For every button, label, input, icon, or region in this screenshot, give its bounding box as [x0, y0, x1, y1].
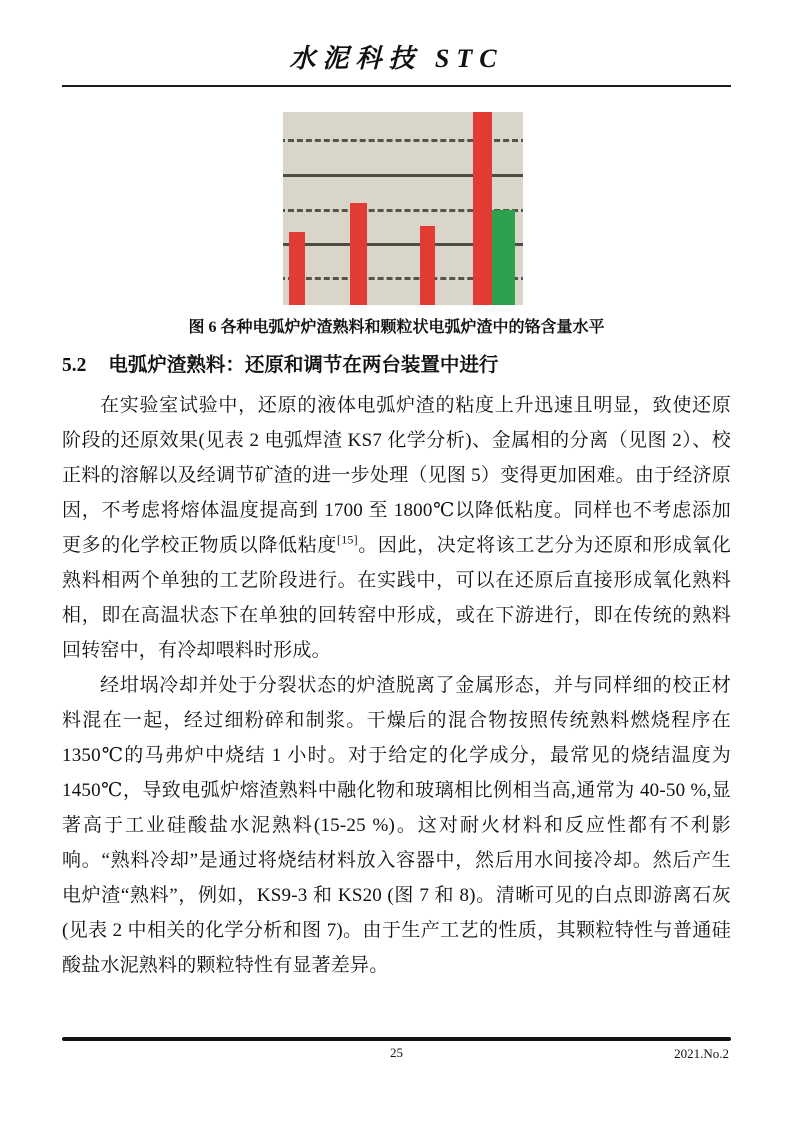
section-title: 电弧炉渣熟料：还原和调节在两台装置中进行 [108, 355, 499, 376]
chart-bar-red-bar-2 [350, 203, 367, 305]
chart-bar-red-bar-4-cut-off-at-top [473, 112, 492, 305]
chart-bar-green-bar-1 [492, 210, 515, 305]
journal-title: 水泥科技 STC [289, 44, 504, 73]
chart-bar-red-bar-3 [420, 226, 436, 305]
figure-caption: 图 6 各种电弧炉炉渣熟料和颗粒状电弧炉渣中的铬含量水平 [188, 319, 605, 336]
figure-image [283, 112, 523, 305]
header-rule [62, 85, 731, 87]
paragraph-1-text-before-ref: 在实验室试验中，还原的液体电弧炉渣的粘度上升迅速且明显，致使还原阶段的还原效果(见表 2 电弧焊渣 KS7 化学分析)、金属相的分离（见图 2）、校正料的溶解以及经调节矿渣的进一步处理（见图 5）变得更加困难。由于经济原因，不考虑将熔体温度提高到 1700 至 1800℃以降低粘度。同样也不考虑添加更多的化学校正物质以降低粘度 [62, 395, 731, 556]
page-number: 25 [390, 1045, 403, 1060]
reference-marker-15: [15] [337, 532, 358, 547]
paragraph-1-text-after-ref: 。因此，决定将该工艺分为还原和形成氧化熟料相两个单独的工艺阶段进行。在实践中，可以在还原后直接形成氧化熟料相，即在高温状态下在单独的回转窑中形成，或在下游进行，即在传统的熟料回转窑中，有冷却喂料时形成。 [62, 535, 731, 661]
footer-rule [62, 1037, 731, 1041]
paragraph-2: 经坩埚冷却并处于分裂状态的炉渣脱离了金属形态，并与同样细的校正材料混在一起，经过细粉碎和制浆。干燥后的混合物按照传统熟料燃烧程序在 1350℃的马弗炉中烧结 1 小时。对于给定的化学成分，最常见的烧结温度为 1450℃，导致电弧炉熔渣熟料中融化物和玻璃相比例相当高,通常为 40-50 %,显著高于工业硅酸盐水泥熟料(15-25 %)。这对耐火材料和反应性都有不利影响。“熟料冷却”是通过将烧结材料放入容器中，然后用水间接冷却。然后产生电炉渣“熟料”，例如，KS9-3 和 KS20 (图 7 和 8)。清晰可见的白点即游离石灰(见表 2 中相关的化学分析和图 7)。由于生产工艺的性质，其颗粒特性与普通硅酸盐水泥熟料的颗粒特性有显著差异。 [62, 675, 731, 976]
section-heading [62, 352, 731, 379]
issue-number: 2021.No.2 [674, 1046, 729, 1061]
chart-bar-red-bar-1 [289, 232, 305, 305]
footer [62, 1037, 731, 1063]
section-number: 5.2 [62, 355, 87, 376]
paragraph-1 [62, 388, 731, 668]
